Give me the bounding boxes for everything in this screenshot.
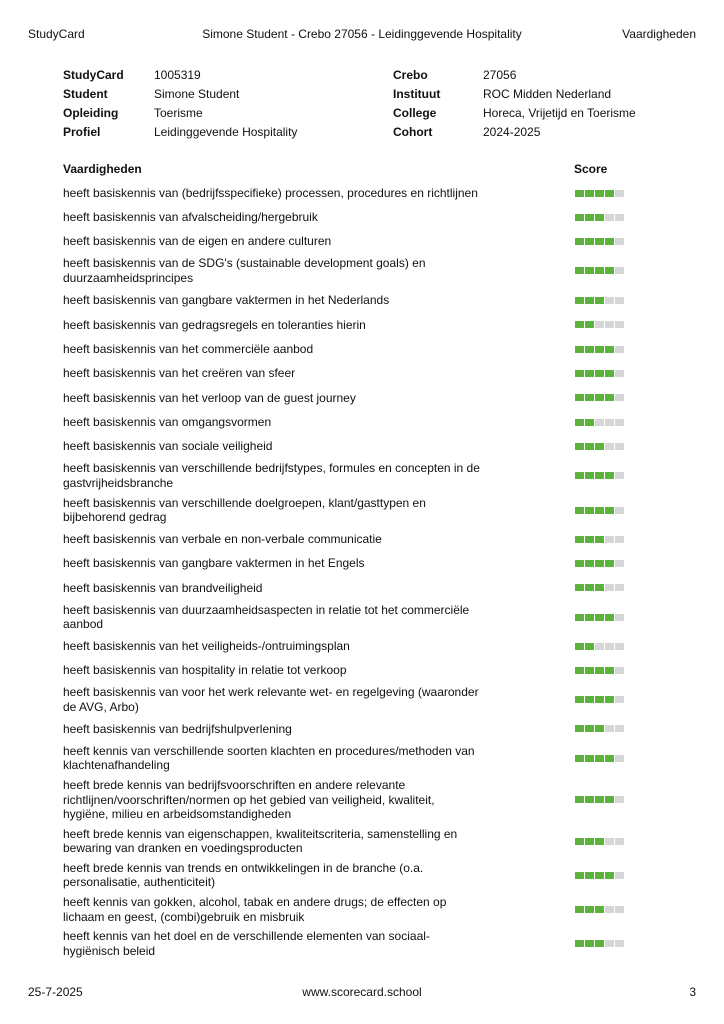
skill-text: heeft basiskennis van (bedrijfsspecifieke) processen, procedures en richtlijnen: [63, 185, 478, 200]
score-bar: [575, 238, 625, 245]
score-segment-filled: [595, 507, 604, 514]
info-value: ROC Midden Nederland: [483, 87, 612, 101]
score-segment-filled: [575, 443, 584, 450]
info-label: StudyCard: [63, 68, 124, 82]
score-segment-filled: [595, 725, 604, 732]
skill-text: heeft basiskennis van omgangsvormen: [63, 414, 272, 429]
skill-row: [63, 205, 643, 230]
score-segment-filled: [605, 696, 614, 703]
skill-row: [63, 337, 643, 362]
score-segment-empty: [605, 214, 614, 221]
score-segment-filled: [605, 472, 614, 479]
score-bar: [575, 443, 625, 450]
skill-text: heeft basiskennis van afvalscheiding/hergebruik: [63, 210, 318, 224]
skill-text: heeft basiskennis van hospitality in relatie tot verkoop: [63, 663, 347, 678]
score-segment-filled: [595, 906, 604, 913]
skill-row: [63, 181, 643, 205]
skills-header: [63, 162, 623, 178]
score-segment-filled: [595, 796, 604, 803]
score-segment-filled: [595, 614, 604, 621]
score-segment-empty: [605, 419, 614, 426]
score-segment-filled: [575, 190, 584, 197]
skill-text: heeft brede kennis van eigenschappen, kwaliteitscriteria, samenstelling en bewaring van dranken en voedingsproducten: [63, 826, 458, 855]
score-segment-filled: [575, 214, 584, 221]
score-segment-filled: [595, 838, 604, 845]
score-segment-empty: [605, 725, 614, 732]
score-bar: [575, 321, 625, 328]
score-bar: [575, 346, 625, 353]
score-segment-filled: [585, 614, 594, 621]
score-segment-filled: [605, 872, 614, 879]
info-label: College: [393, 106, 437, 120]
skill-row: [63, 776, 643, 825]
score-segment-empty: [605, 906, 614, 913]
score-bar: [575, 906, 625, 913]
skills-list: [63, 181, 643, 961]
score-bar: [575, 796, 625, 803]
skill-row: [63, 858, 643, 893]
skill-row: [63, 459, 643, 494]
page-footer: [28, 985, 696, 1001]
score-bar: [575, 696, 625, 703]
info-row: [63, 124, 663, 143]
score-segment-filled: [585, 370, 594, 377]
skill-row: [63, 659, 643, 683]
score-segment-empty: [615, 725, 624, 732]
skill-row: [63, 386, 643, 411]
score-segment-empty: [615, 838, 624, 845]
score-segment-empty: [615, 370, 624, 377]
skill-row: [63, 824, 643, 858]
score-segment-filled: [585, 394, 594, 401]
score-bar: [575, 940, 625, 947]
score-segment-filled: [585, 346, 594, 353]
score-segment-filled: [585, 696, 594, 703]
score-segment-filled: [595, 472, 604, 479]
skill-text: heeft brede kennis van trends en ontwikkelingen in de branche (o.a. personalisatie, authenticiteit): [63, 860, 424, 890]
score-bar: [575, 643, 625, 650]
score-segment-filled: [585, 419, 594, 426]
skill-text: heeft kennis van verschillende soorten klachten en procedures/methoden van klachtenafhandeling: [63, 743, 475, 773]
skill-text: heeft basiskennis van gangbare vaktermen in het Nederlands: [63, 293, 390, 307]
score-bar: [575, 872, 625, 879]
score-segment-filled: [605, 346, 614, 353]
score-bar: [575, 214, 625, 221]
score-segment-filled: [585, 940, 594, 947]
skill-row: [63, 741, 643, 776]
score-bar: [575, 667, 625, 674]
score-segment-filled: [585, 560, 594, 567]
score-segment-filled: [585, 443, 594, 450]
page-header: [28, 27, 696, 43]
skill-text: heeft kennis van gokken, alcohol, tabak en andere drugs; de effecten op lichaam en geest, (combi)gebruik en misbruik: [63, 895, 447, 924]
score-segment-empty: [615, 872, 624, 879]
score-segment-filled: [575, 643, 584, 650]
score-segment-empty: [615, 394, 624, 401]
score-segment-filled: [595, 696, 604, 703]
score-segment-filled: [575, 297, 584, 304]
score-segment-filled: [605, 507, 614, 514]
score-bar: [575, 507, 625, 514]
score-bar: [575, 267, 625, 274]
score-segment-empty: [605, 536, 614, 543]
score-segment-filled: [575, 796, 584, 803]
score-segment-empty: [615, 267, 624, 274]
score-segment-empty: [605, 297, 614, 304]
skill-text: heeft basiskennis van verbale en non-verbale communicatie: [63, 532, 382, 546]
info-value: Simone Student: [154, 87, 240, 101]
score-segment-filled: [575, 755, 584, 762]
score-segment-empty: [615, 536, 624, 543]
score-segment-filled: [595, 443, 604, 450]
footer-date: 25-7-2025: [28, 985, 83, 999]
score-segment-filled: [585, 321, 594, 328]
score-segment-empty: [615, 643, 624, 650]
skill-row: [63, 634, 643, 659]
header-app-name: StudyCard: [28, 27, 85, 41]
score-bar: [575, 560, 625, 567]
score-segment-empty: [615, 560, 624, 567]
skill-text: heeft brede kennis van bedrijfsvoorschriften en andere relevante richtlijnen/voorschriften/normen op het gebied van veiligheid, kwaliteit, hygiëne, milieu en arbeidsomstandigheden: [63, 778, 435, 821]
score-segment-filled: [585, 238, 594, 245]
skill-text: heeft basiskennis van het veiligheids-/ontruimingsplan: [63, 639, 350, 653]
skill-text: heeft basiskennis van verschillende bedrijfstypes, formules en concepten in de gastvrijheidsbranche: [63, 461, 480, 490]
score-segment-filled: [575, 725, 584, 732]
score-segment-filled: [575, 370, 584, 377]
skill-row: [63, 230, 643, 254]
score-segment-filled: [585, 838, 594, 845]
score-segment-filled: [595, 872, 604, 879]
skill-text: heeft basiskennis van de SDG's (sustainable development goals) en duurzaamheidsprincipes: [63, 256, 426, 285]
score-bar: [575, 190, 625, 197]
skill-row: [63, 683, 643, 717]
skill-row: [63, 717, 643, 742]
score-segment-filled: [585, 584, 594, 591]
info-row: [63, 105, 663, 124]
skill-row: [63, 552, 643, 576]
score-segment-filled: [595, 267, 604, 274]
score-segment-filled: [595, 584, 604, 591]
info-label: Instituut: [393, 87, 441, 101]
header-section: Vaardigheden: [622, 27, 696, 41]
score-segment-filled: [595, 667, 604, 674]
skill-row: [63, 288, 643, 313]
score-bar: [575, 536, 625, 543]
score-segment-empty: [595, 419, 604, 426]
score-bar: [575, 584, 625, 591]
score-segment-empty: [615, 696, 624, 703]
score-segment-filled: [595, 370, 604, 377]
score-segment-filled: [595, 346, 604, 353]
score-segment-filled: [575, 667, 584, 674]
score-segment-filled: [575, 614, 584, 621]
score-segment-empty: [615, 906, 624, 913]
score-segment-filled: [575, 696, 584, 703]
score-segment-filled: [585, 643, 594, 650]
score-bar: [575, 394, 625, 401]
score-segment-filled: [605, 667, 614, 674]
skill-text: heeft kennis van het doel en de verschillende elementen van sociaal-hygiënisch beleid: [63, 929, 430, 958]
skill-row: [63, 576, 643, 601]
skill-text: heeft basiskennis van voor het werk relevante wet- en regelgeving (waaronder de AVG, Arbo): [63, 685, 479, 714]
score-segment-empty: [615, 472, 624, 479]
score-segment-filled: [605, 394, 614, 401]
score-segment-empty: [615, 346, 624, 353]
score-segment-empty: [615, 614, 624, 621]
skill-text: heeft basiskennis van gangbare vaktermen in het Engels: [63, 556, 365, 571]
skill-text: heeft basiskennis van gedragsregels en toleranties hierin: [63, 317, 366, 332]
score-segment-filled: [585, 725, 594, 732]
score-segment-filled: [595, 214, 604, 221]
score-segment-filled: [585, 755, 594, 762]
score-segment-filled: [595, 560, 604, 567]
info-value: 1005319: [154, 68, 201, 82]
score-segment-filled: [585, 214, 594, 221]
score-segment-filled: [605, 190, 614, 197]
score-segment-filled: [575, 472, 584, 479]
score-segment-filled: [575, 536, 584, 543]
score-segment-filled: [585, 906, 594, 913]
score-segment-filled: [575, 238, 584, 245]
score-segment-filled: [575, 507, 584, 514]
score-segment-filled: [585, 472, 594, 479]
info-label: Cohort: [393, 125, 433, 139]
score-segment-filled: [585, 190, 594, 197]
skills-column-label: Vaardigheden: [63, 162, 142, 176]
info-label: Student: [63, 87, 108, 101]
skill-text: heeft basiskennis van de eigen en andere culturen: [63, 234, 332, 249]
score-segment-filled: [575, 584, 584, 591]
skill-row: [63, 313, 643, 338]
score-segment-filled: [585, 667, 594, 674]
skill-row: [63, 434, 643, 459]
skill-row: [63, 410, 643, 434]
score-segment-filled: [575, 419, 584, 426]
info-value: Leidinggevende Hospitality: [154, 125, 298, 139]
info-row: [63, 67, 663, 86]
score-segment-empty: [615, 667, 624, 674]
score-segment-empty: [605, 838, 614, 845]
page-number: 3: [689, 985, 696, 999]
score-segment-empty: [605, 643, 614, 650]
student-info: [63, 67, 663, 143]
skill-row: [63, 362, 643, 386]
score-segment-empty: [615, 584, 624, 591]
score-segment-filled: [575, 267, 584, 274]
skill-row: [63, 600, 643, 634]
skill-text: heeft basiskennis van sociale veiligheid: [63, 439, 273, 453]
score-segment-filled: [585, 267, 594, 274]
score-segment-filled: [575, 906, 584, 913]
score-segment-filled: [575, 940, 584, 947]
score-segment-filled: [595, 394, 604, 401]
score-bar: [575, 838, 625, 845]
skill-text: heeft basiskennis van brandveiligheid: [63, 580, 263, 595]
header-title: Simone Student - Crebo 27056 - Leidinggevende Hospitality: [202, 27, 522, 41]
score-segment-filled: [595, 238, 604, 245]
score-segment-empty: [615, 755, 624, 762]
score-segment-empty: [595, 321, 604, 328]
score-segment-filled: [605, 238, 614, 245]
score-bar: [575, 419, 625, 426]
score-bar: [575, 472, 625, 479]
score-bar: [575, 614, 625, 621]
score-segment-empty: [615, 190, 624, 197]
score-column-label: Score: [574, 162, 608, 176]
score-segment-empty: [615, 321, 624, 328]
score-segment-filled: [605, 796, 614, 803]
score-segment-empty: [605, 321, 614, 328]
score-segment-empty: [615, 297, 624, 304]
score-segment-filled: [575, 838, 584, 845]
score-segment-empty: [615, 238, 624, 245]
info-label: Opleiding: [63, 106, 119, 120]
score-segment-filled: [605, 267, 614, 274]
skill-row: [63, 493, 643, 527]
skill-row: [63, 893, 643, 927]
skill-text: heeft basiskennis van het commerciële aanbod: [63, 342, 314, 356]
info-value: 2024-2025: [483, 125, 541, 139]
info-label: Profiel: [63, 125, 101, 139]
footer-website: www.scorecard.school: [302, 985, 422, 999]
score-segment-empty: [615, 214, 624, 221]
info-value: Toerisme: [154, 106, 203, 120]
score-segment-filled: [595, 297, 604, 304]
skill-row: [63, 527, 643, 552]
score-segment-filled: [605, 755, 614, 762]
skill-text: heeft basiskennis van duurzaamheidsaspecten in relatie tot het commerciële aanbod: [63, 602, 470, 631]
info-value: Horeca, Vrijetijd en Toerisme: [483, 106, 636, 120]
score-segment-filled: [585, 872, 594, 879]
skill-row: [63, 927, 643, 962]
score-bar: [575, 370, 625, 377]
score-segment-filled: [605, 614, 614, 621]
score-segment-filled: [595, 940, 604, 947]
skill-text: heeft basiskennis van het verloop van de guest journey: [63, 390, 356, 405]
score-segment-filled: [575, 872, 584, 879]
info-label: Crebo: [393, 68, 428, 82]
score-segment-filled: [585, 536, 594, 543]
score-segment-filled: [575, 346, 584, 353]
score-segment-empty: [595, 643, 604, 650]
info-value: 27056: [483, 68, 517, 82]
score-segment-filled: [595, 536, 604, 543]
score-segment-filled: [585, 297, 594, 304]
score-segment-filled: [575, 321, 584, 328]
score-segment-filled: [605, 560, 614, 567]
info-row: [63, 86, 663, 105]
score-segment-filled: [575, 560, 584, 567]
score-segment-empty: [615, 796, 624, 803]
score-bar: [575, 755, 625, 762]
score-bar: [575, 725, 625, 732]
score-segment-filled: [595, 755, 604, 762]
score-segment-empty: [605, 584, 614, 591]
score-segment-empty: [615, 940, 624, 947]
score-segment-empty: [605, 443, 614, 450]
score-segment-filled: [575, 394, 584, 401]
skill-text: heeft basiskennis van verschillende doelgroepen, klant/gasttypen en bijbehorend gedrag: [63, 495, 426, 524]
score-segment-empty: [615, 419, 624, 426]
score-bar: [575, 297, 625, 304]
skill-row: [63, 254, 643, 289]
score-segment-empty: [605, 940, 614, 947]
skill-text: heeft basiskennis van het creëren van sfeer: [63, 366, 296, 381]
score-segment-empty: [615, 507, 624, 514]
score-segment-filled: [605, 370, 614, 377]
score-segment-filled: [585, 796, 594, 803]
skill-text: heeft basiskennis van bedrijfshulpverlening: [63, 721, 292, 736]
score-segment-empty: [615, 443, 624, 450]
score-segment-filled: [595, 190, 604, 197]
score-segment-filled: [585, 507, 594, 514]
